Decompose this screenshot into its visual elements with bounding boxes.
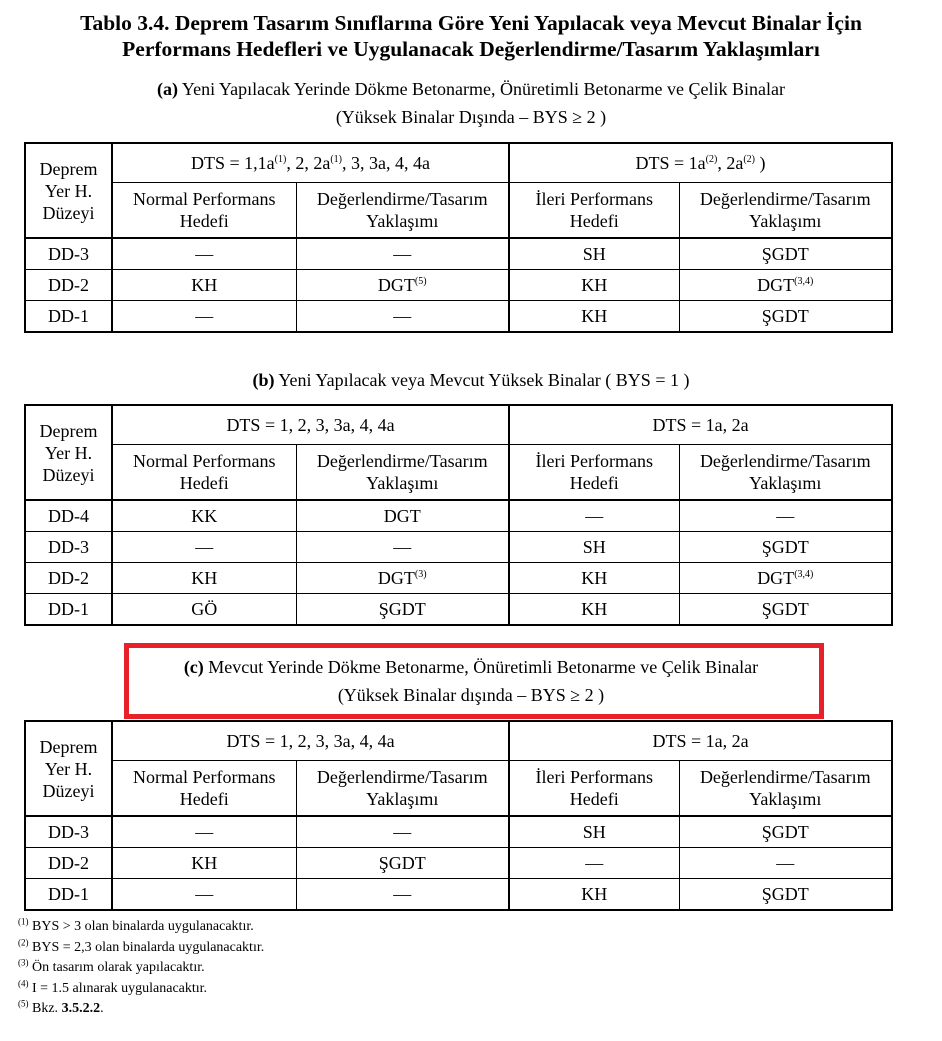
advanced-performance-header: İleri Performans Hedefi <box>509 445 679 501</box>
level-header: Deprem Yer H. Düzeyi <box>25 143 112 238</box>
approach-header: Değerlendirme/Tasarım Yaklaşımı <box>296 761 509 817</box>
approach2-cell: ŞGDT <box>679 532 892 563</box>
approach-cell: ŞGDT <box>296 848 509 879</box>
approach-cell: — <box>296 301 509 333</box>
level-cell: DD-1 <box>25 301 112 333</box>
normal-cell: KH <box>112 563 296 594</box>
approach-cell: DGT$^{(5)}$ <box>296 270 509 301</box>
level-cell: DD-3 <box>25 238 112 270</box>
dts-group-2-header: DTS = $1a^{(2)}$, $2a^{(2)}$ ) <box>509 143 892 183</box>
section-c-caption <box>0 653 942 709</box>
dts-group-1-header: DTS = 1, 2, 3, 3a, 4, 4a <box>112 405 509 445</box>
approach2-cell: — <box>679 848 892 879</box>
table-row <box>25 238 892 270</box>
advanced-cell: — <box>509 500 679 532</box>
section-b-caption-line-1: Yeni Yapılacak veya Mevcut Yüksek Binalar ( BYS = 1 ) <box>278 370 690 390</box>
approach2-cell: DGT$^{(3,4)}$ <box>679 270 892 301</box>
dts-group-1-header: DTS = $1,1a^{(1)}$, 2, $2a^{(1)}$, 3, 3a, 4, 4a <box>112 143 509 183</box>
normal-cell: — <box>112 816 296 848</box>
table-row <box>25 500 892 532</box>
table-title <box>0 10 942 62</box>
advanced-cell: KH <box>509 594 679 626</box>
normal-cell: GÖ <box>112 594 296 626</box>
approach-cell: — <box>296 532 509 563</box>
advanced-cell: SH <box>509 532 679 563</box>
footnote: $^{(4)}$ I = 1.5 alınarak uygulanacaktır. <box>18 977 208 996</box>
approach2-cell: ŞGDT <box>679 238 892 270</box>
approach2-cell: — <box>679 500 892 532</box>
section-a-caption-line-2: (Yüksek Binalar Dışında – BYS ≥ 2 ) <box>335 107 607 127</box>
footnote: $^{(1)}$ BYS > 3 olan binalarda uygulanacaktır. <box>18 916 254 934</box>
advanced-cell: KH <box>509 270 679 301</box>
advanced-cell: — <box>509 848 679 879</box>
advanced-cell: SH <box>509 238 679 270</box>
table-row <box>25 301 892 333</box>
title-line-1: Tablo 3.4. Deprem Tasarım Sınıflarına Göre Yeni Yapılacak veya Mevcut Binalar İçin <box>80 11 862 35</box>
section-b-label: (b) <box>252 370 275 390</box>
normal-cell: KK <box>112 500 296 532</box>
section-a-table <box>24 142 893 333</box>
normal-cell: KH <box>112 270 296 301</box>
footnote: $^{(3)}$ Ön tasarım olarak yapılacaktır. <box>18 957 205 975</box>
approach-cell: — <box>296 238 509 270</box>
normal-cell: — <box>112 879 296 911</box>
table-row <box>25 879 892 911</box>
normal-performance-header: Normal Performans Hedefi <box>112 761 296 817</box>
footnote: $^{(5)}$ Bkz. 3.5.2.2. <box>18 998 104 1016</box>
dts-group-1-header: DTS = 1, 2, 3, 3a, 4, 4a <box>112 721 509 761</box>
level-cell: DD-3 <box>25 532 112 563</box>
section-a-label: (a) <box>157 79 179 99</box>
advanced-cell: KH <box>509 301 679 333</box>
table-row <box>25 848 892 879</box>
level-cell: DD-2 <box>25 270 112 301</box>
level-cell: DD-2 <box>25 563 112 594</box>
level-cell: DD-3 <box>25 816 112 848</box>
approach2-cell: DGT$^{(3,4)}$ <box>679 563 892 594</box>
table-row <box>25 594 892 626</box>
approach-cell: — <box>296 816 509 848</box>
normal-cell: — <box>112 532 296 563</box>
approach-header: Değerlendirme/Tasarım Yaklaşımı <box>679 445 892 501</box>
dts-group-2-header: DTS = 1a, 2a <box>509 721 892 761</box>
approach-header: Değerlendirme/Tasarım Yaklaşımı <box>679 183 892 239</box>
advanced-cell: KH <box>509 879 679 911</box>
level-cell: DD-1 <box>25 594 112 626</box>
level-cell: DD-2 <box>25 848 112 879</box>
advanced-cell: SH <box>509 816 679 848</box>
approach-cell: DGT <box>296 500 509 532</box>
normal-cell: — <box>112 301 296 333</box>
footnotes <box>18 917 264 1020</box>
table-row <box>25 532 892 563</box>
approach-cell: — <box>296 879 509 911</box>
normal-cell: KH <box>112 848 296 879</box>
table-row <box>25 816 892 848</box>
section-c-caption-line-1: Mevcut Yerinde Dökme Betonarme, Önüretimli Betonarme ve Çelik Binalar <box>208 657 759 677</box>
normal-cell: — <box>112 238 296 270</box>
normal-performance-header: Normal Performans Hedefi <box>112 183 296 239</box>
approach2-cell: ŞGDT <box>679 594 892 626</box>
section-c-table <box>24 720 893 911</box>
approach2-cell: ŞGDT <box>679 301 892 333</box>
section-b-table <box>24 404 893 626</box>
approach-header: Değerlendirme/Tasarım Yaklaşımı <box>296 183 509 239</box>
section-a-caption <box>0 75 942 131</box>
approach-cell: DGT$^{(3)}$ <box>296 563 509 594</box>
approach2-cell: ŞGDT <box>679 816 892 848</box>
advanced-performance-header: İleri Performans Hedefi <box>509 183 679 239</box>
level-cell: DD-1 <box>25 879 112 911</box>
level-header: Deprem Yer H. Düzeyi <box>25 721 112 816</box>
table-row <box>25 270 892 301</box>
normal-performance-header: Normal Performans Hedefi <box>112 445 296 501</box>
footnote: $^{(2)}$ BYS = 2,3 olan binalarda uygulanacaktır. <box>18 936 265 955</box>
level-cell: DD-4 <box>25 500 112 532</box>
section-b-caption <box>0 366 942 394</box>
dts-group-2-header: DTS = 1a, 2a <box>509 405 892 445</box>
title-line-2: Performans Hedefleri ve Uygulanacak Değerlendirme/Tasarım Yaklaşımları <box>122 37 820 61</box>
section-a-caption-line-1: Yeni Yapılacak Yerinde Dökme Betonarme, Önüretimli Betonarme ve Çelik Binalar <box>181 79 785 99</box>
level-header: Deprem Yer H. Düzeyi <box>25 405 112 500</box>
approach-header: Değerlendirme/Tasarım Yaklaşımı <box>296 445 509 501</box>
section-c-label: (c) <box>183 657 204 677</box>
approach-cell: ŞGDT <box>296 594 509 626</box>
advanced-performance-header: İleri Performans Hedefi <box>509 761 679 817</box>
table-row <box>25 563 892 594</box>
advanced-cell: KH <box>509 563 679 594</box>
approach2-cell: ŞGDT <box>679 879 892 911</box>
approach-header: Değerlendirme/Tasarım Yaklaşımı <box>679 761 892 817</box>
section-c-caption-line-2: (Yüksek Binalar dışında – BYS ≥ 2 ) <box>337 685 605 705</box>
